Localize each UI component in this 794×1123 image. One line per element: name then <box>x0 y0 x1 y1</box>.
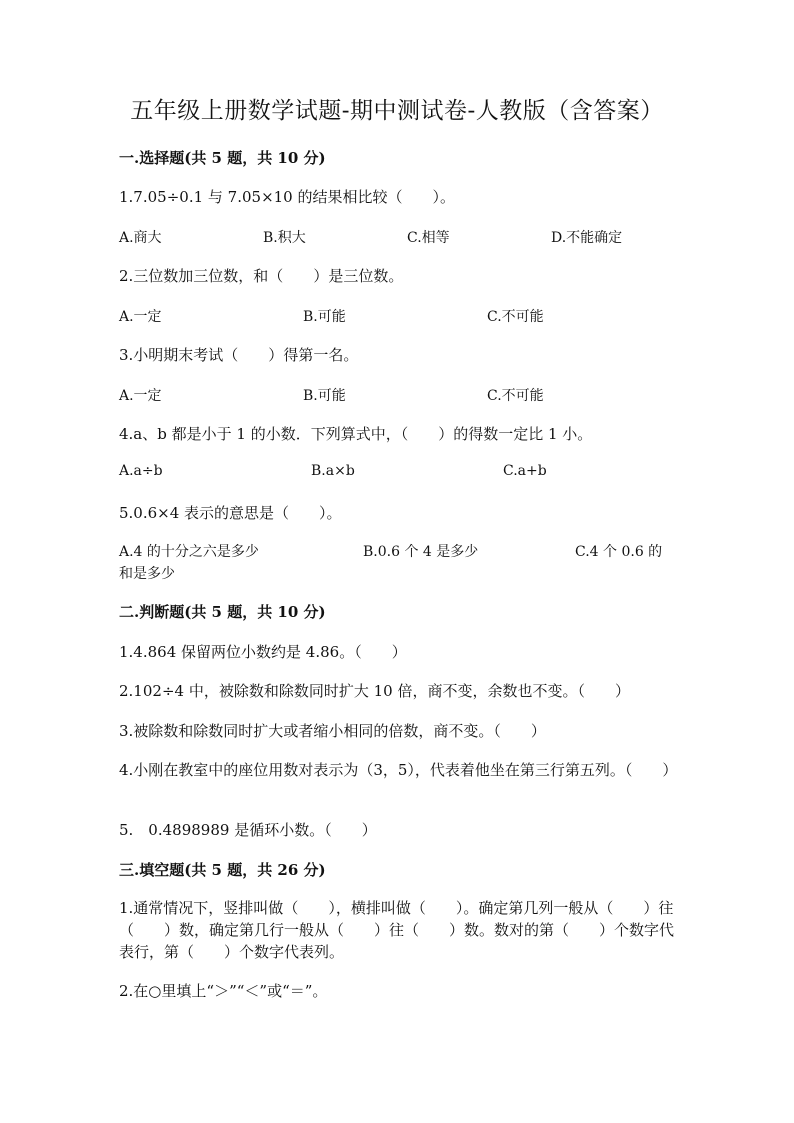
option-c: C.不可能 <box>487 309 544 325</box>
option-a: A.4 的十分之六是多少 <box>119 544 259 560</box>
question-text: 5. 0.4898989 是循环小数。（ ） <box>119 821 377 839</box>
option-b: B.可能 <box>303 309 346 325</box>
option-b: B.可能 <box>303 388 346 404</box>
option-a: A.商大 <box>119 230 162 246</box>
question-text: 4.小刚在教室中的座位用数对表示为（3，5），代表着他坐在第三行第五列。（ ） <box>119 761 678 779</box>
option-a: A.一定 <box>119 309 162 325</box>
option-d: D.不能确定 <box>551 230 623 246</box>
option-c-continued: 和是多少 <box>119 566 175 582</box>
section-heading-choice: 一.选择题(共 5 题，共 10 分) <box>119 149 326 167</box>
question-text: 1.通常情况下，竖排叫做（ ），横排叫做（ ）。确定第几列一般从（ ）往（ ）数，确定第几行一般从（ ）往（ ）数。数对的第（ ）个数字代表行，第（ ）个数字代表列。 <box>119 899 675 961</box>
question-text: 2.在○里填上“＞”“＜”或“＝”。 <box>119 982 328 1000</box>
question-text: 4.a、b 都是小于 1 的小数．下列算式中，（ ）的得数一定比 1 小。 <box>119 425 593 443</box>
question-text: 2.三位数加三位数，和（ ）是三位数。 <box>119 267 404 285</box>
question-text: 3.小明期末考试（ ）得第一名。 <box>119 346 359 364</box>
option-c: C.a+b <box>503 463 547 479</box>
option-c: C.相等 <box>407 230 450 246</box>
section-heading-judgement: 二.判断题(共 5 题，共 10 分) <box>119 603 326 621</box>
page-title: 五年级上册数学试题-期中测试卷-人教版（含答案） <box>130 98 664 124</box>
option-c: C.不可能 <box>487 388 544 404</box>
option-b: B.0.6 个 4 是多少 <box>363 544 479 560</box>
option-a: A.一定 <box>119 388 162 404</box>
question-text: 3.被除数和除数同时扩大或者缩小相同的倍数，商不变。（ ） <box>119 722 546 740</box>
section-heading-fill-in: 三.填空题(共 5 题，共 26 分) <box>119 861 326 879</box>
option-c: C.4 个 0.6 的 <box>575 544 663 560</box>
option-b: B.a×b <box>311 463 355 479</box>
question-text: 2.102÷4 中，被除数和除数同时扩大 10 倍，商不变，余数也不变。（ ） <box>119 682 630 700</box>
option-b: B.积大 <box>263 230 306 246</box>
question-text: 1.4.864 保留两位小数约是 4.86。（ ） <box>119 643 407 661</box>
question-text: 5.0.6×4 表示的意思是（ ）。 <box>119 504 342 522</box>
option-a: A.a÷b <box>119 463 163 479</box>
question-text: 1.7.05÷0.1 与 7.05×10 的结果相比较（ ）。 <box>119 188 455 206</box>
